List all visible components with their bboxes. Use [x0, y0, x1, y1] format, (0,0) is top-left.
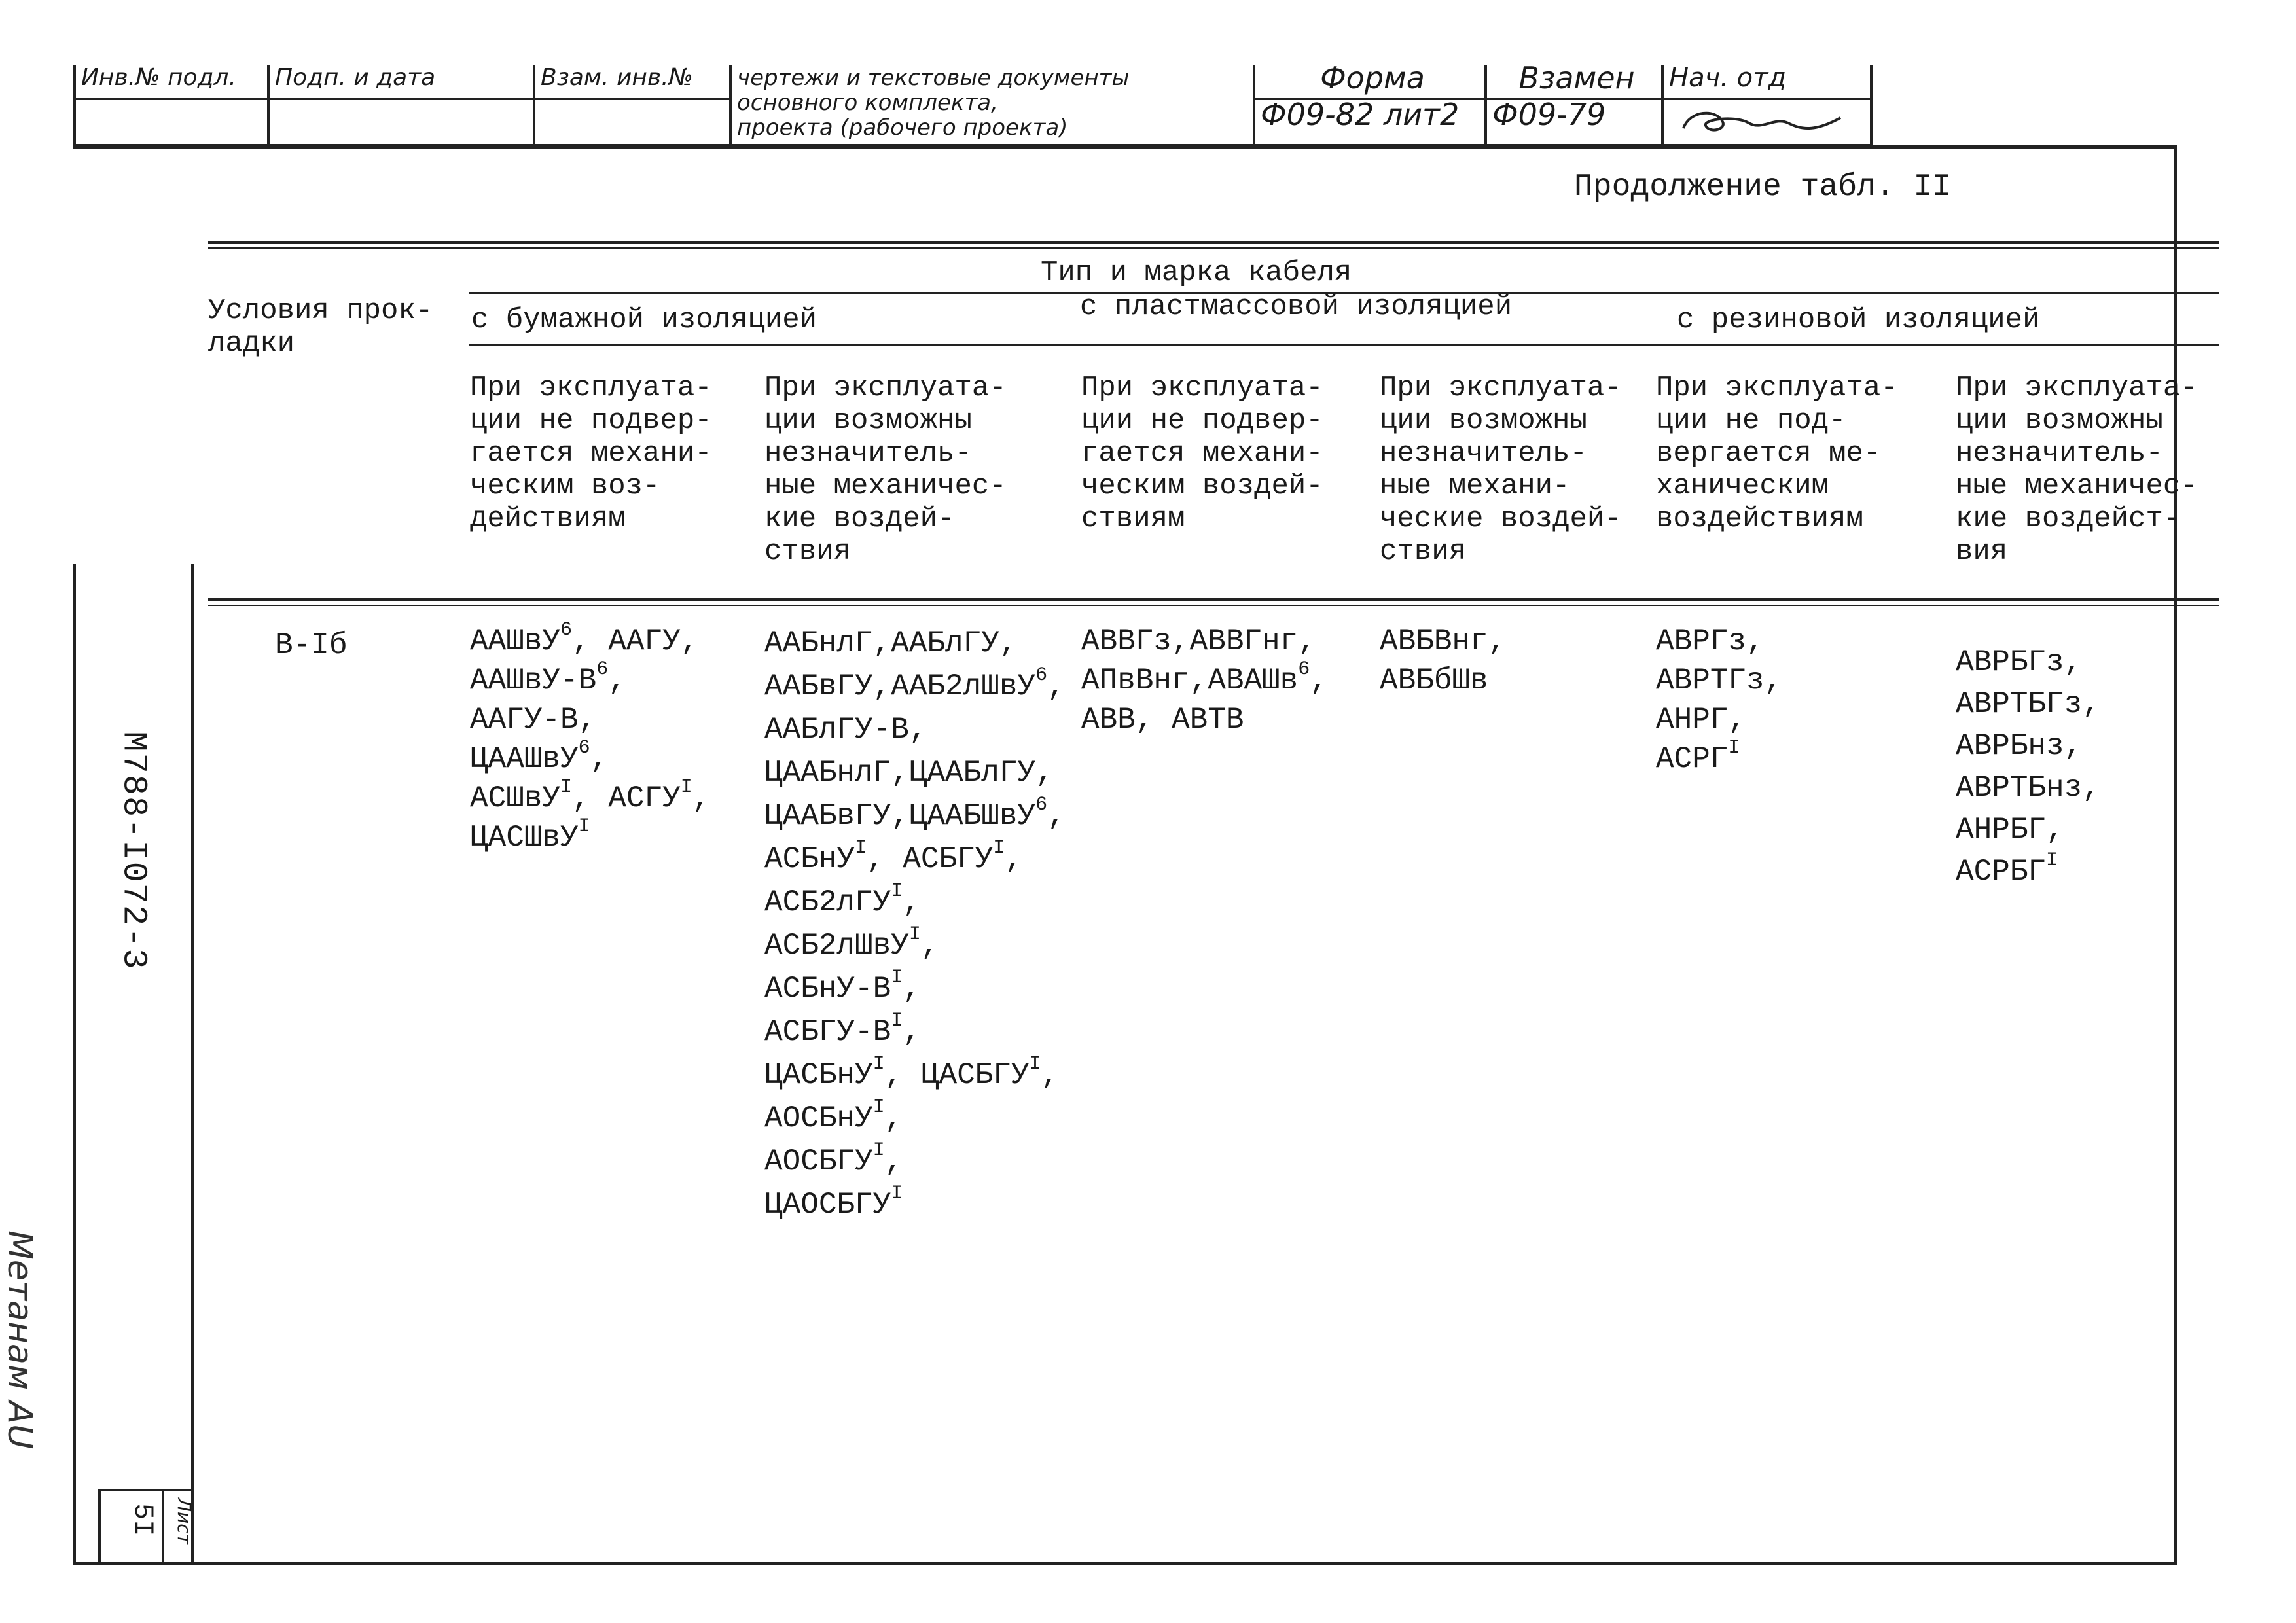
cable-mark: ЦААШвУ$^6$, — [470, 737, 609, 776]
cable-mark: АСБнУ-$В^I$, — [764, 967, 921, 1006]
cable-mark: ЦААБнлГ,ЦААБлГУ, — [764, 756, 1054, 790]
title-stamp — [73, 65, 1873, 147]
cable-mark: АВРБнз, — [1956, 729, 2083, 763]
cables-plastic-no-mech — [1081, 622, 1328, 740]
sheet-label: Лист — [173, 1498, 195, 1544]
group-underline — [469, 344, 2219, 346]
stamp-inv-no: Инв.№ подл. — [76, 65, 270, 144]
left-margin-strip — [73, 564, 194, 1565]
cable-mark: ААБлГУ-В, — [764, 713, 927, 747]
cable-mark: ААБнлГ,ААБлГУ, — [764, 626, 1018, 660]
cable-mark: ААБвГУ,ААБ2лШвУ$^6$, — [764, 664, 1066, 704]
cable-mark: АВВ, АВТВ — [1081, 703, 1244, 737]
cable-mark: АСШвУ$^I$, $АСГУ^I$, — [470, 776, 711, 815]
group-plastic: с пластмассовой изоляцией — [1080, 291, 1513, 323]
stamp-replaces: Взамен Ф09-79 — [1487, 65, 1664, 144]
col-plastic-minor-mech: При эксплуата- ции возможны незначитель- ные механи- ческие воздей- ствия — [1380, 372, 1622, 568]
cable-mark: АОСБнУ$^I$, — [764, 1096, 903, 1135]
head-conditions: Условия прок- ладки — [208, 294, 433, 360]
cable-mark: АВВГз,АВВГнг, — [1081, 624, 1316, 658]
header-bottom-rule — [208, 598, 2219, 601]
cables-rubber-no-mech — [1656, 622, 1782, 779]
cable-mark: АСБГУ-$В^I$, — [764, 1010, 921, 1049]
stamp-sign-date: Подп. и дата — [270, 65, 535, 144]
cable-mark: АНРБГ, — [1956, 813, 2064, 847]
group-rubber: с резиновой изоляцией — [1677, 304, 2040, 336]
cable-mark: АВРБГз, — [1956, 645, 2083, 679]
continuation-caption: Продолжение табл. II — [1574, 169, 1952, 205]
cable-mark: АСБ2лГУ$^I$, — [764, 880, 921, 919]
cable-mark: ААШвУ$^6$, ААГУ, — [470, 619, 699, 658]
cable-mark: АСБнУ$^I$, $АСБГУ^I$, — [764, 837, 1023, 876]
cable-mark: АВРТБнз, — [1956, 771, 2100, 805]
cables-paper-no-mech — [470, 619, 711, 857]
cable-mark: АСБ2лШвУ$^I$, — [764, 923, 939, 963]
cable-mark: $АОСБГУ^I$, — [764, 1139, 903, 1179]
stamp-head-dept: Нач. отд — [1664, 65, 1873, 144]
cable-mark: ЦАСШвУ$^I$ — [470, 815, 590, 855]
col-paper-minor-mech: При эксплуата- ции возможны незначитель- ные механичес- кие воздей- ствия — [764, 372, 1007, 568]
cable-mark: ААГУ-В, — [470, 703, 597, 737]
cable-mark: ААШвУ-$В^6$, — [470, 658, 626, 698]
cable-mark: АВРТБГз, — [1956, 687, 2100, 721]
table-top-rule — [208, 241, 2219, 244]
cables-rubber-minor-mech — [1956, 641, 2100, 893]
cable-mark: АПвВнг,АВАШв$^6$, — [1081, 658, 1328, 698]
cable-mark: АВРГз, — [1656, 624, 1765, 658]
cable-mark: ЦАСБнУ$^I$, $ЦАСБГУ^I$, — [764, 1053, 1060, 1092]
sheet-number: 5I — [127, 1503, 158, 1537]
cables-paper-minor-mech — [764, 622, 1066, 1226]
margin-handwritten-note: Метанам AU — [0, 1230, 39, 1450]
stamp-form: Форма Ф09-82 лит2 — [1255, 65, 1487, 144]
cable-mark: АВБВнг, — [1380, 624, 1507, 658]
stamp-replace-inv: Взам. инв.№ — [535, 65, 732, 144]
cables-plastic-minor-mech — [1380, 622, 1506, 700]
col-rubber-minor-mech: При эксплуата- ции возможны незначитель- ные механичес- кие воздейст- вия — [1956, 372, 2198, 568]
col-plastic-no-mech: При эксплуата- ции не подвер- гается механи- ческим воздей- ствиям — [1081, 372, 1323, 535]
signature-icon — [1677, 103, 1854, 140]
doc-code: М788-I072-3 — [114, 731, 153, 971]
head-cable-type: Тип и марка кабеля — [1041, 257, 1352, 289]
sheet-number-box — [98, 1489, 194, 1565]
row-condition: В-Iб — [275, 628, 348, 662]
cable-mark: $АСРГ^I$ — [1656, 737, 1740, 776]
cable-mark: АВБбШв — [1380, 664, 1488, 698]
cable-mark: $АСРБГ^I$ — [1956, 849, 2058, 889]
cable-mark: АНРГ, — [1656, 703, 1747, 737]
col-paper-no-mech: При эксплуата- ции не подвер- гается механи- ческим воз- действиям — [470, 372, 712, 535]
cable-mark: $ЦАОСБГУ^I$ — [764, 1183, 903, 1222]
stamp-doc-desc: чертежи и текстовые документы основного комплекта, проекта (рабочего проекта) — [732, 65, 1255, 144]
cable-mark: ЦААБвГУ,ЦААБШвУ$^6$, — [764, 794, 1066, 833]
group-paper: с бумажной изоляцией — [471, 304, 817, 336]
col-rubber-no-mech: При эксплуата- ции не под- вергается ме- ханическим воздействиям — [1656, 372, 1898, 535]
cable-mark: АВРТГз, — [1656, 664, 1783, 698]
